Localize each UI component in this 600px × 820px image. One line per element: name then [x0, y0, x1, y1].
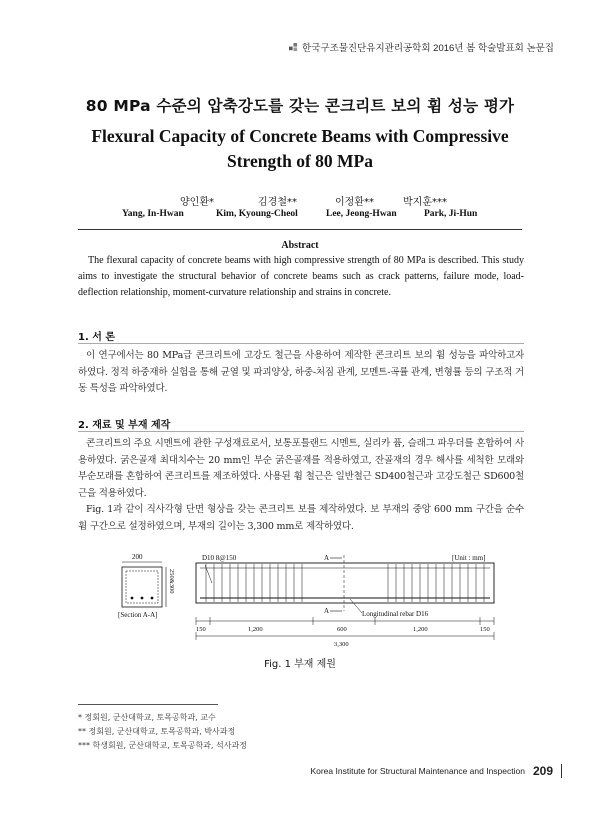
beam-detail-figure: [110, 547, 510, 652]
page-footer: [310, 764, 562, 778]
rebar-label: Longitudinal rebar D16: [362, 610, 429, 618]
section-heading: 2. 재료 및 부재 제작: [78, 420, 171, 431]
divider: [561, 764, 562, 778]
leader-line: [350, 599, 362, 613]
rebar-dot: [151, 597, 154, 600]
dimension-label: 1,200: [413, 626, 428, 633]
section-outline: [122, 567, 162, 607]
dimension-label: 150: [480, 626, 490, 633]
abstract-heading: Abstract: [281, 240, 319, 251]
section-width-label: 200: [132, 553, 143, 561]
rebar-dot: [131, 597, 134, 600]
paragraph: 콘크리트의 주요 시멘트에 관한 구성재료로서, 보통포틀랜드 시멘트, 실리카 퓸, 슬래그 파우더를 혼합하여 사용하였다. 굵은골재 최대치수는 20 mm인 부순 굵은골재를 적용하였고, 잔골재의 경우 해사를 세척한 모래와 부순모래를 혼합하여 콘크리트를 제조하였다. 사용된 휨 철근은 일반철근 SD400철근과 고강도철근 SD600철근을 적용하였다.: [78, 438, 524, 499]
unit-label: [Unit : mm]: [452, 554, 486, 562]
dimension-label: 150: [196, 626, 206, 633]
page-number: 209: [532, 764, 553, 778]
footnote: ** 정회원, 군산대학교, 토목공학과, 박사과정: [78, 727, 236, 736]
footnote: * 정회원, 군산대학교, 토목공학과, 교수: [78, 713, 216, 722]
cut-label-bottom: A: [324, 607, 330, 615]
journal-name: 한국구조물진단유지관리공학회 2016년 봄 학술발표회 논문집: [302, 43, 554, 54]
dimension-label: 1,200: [248, 626, 263, 633]
divider: [78, 229, 522, 230]
beam-outline: [196, 563, 494, 603]
author-name-ko: 박지훈***: [403, 197, 447, 208]
divider: [78, 343, 524, 344]
stirrup-label: D10 8@150: [202, 554, 237, 562]
section-height-label: 250&300: [168, 569, 175, 594]
stirrups: [206, 564, 484, 602]
logo-icon: [289, 43, 298, 52]
footnote: *** 학생회원, 군산대학교, 토목공학과, 석사과정: [78, 741, 247, 750]
footer-institute: Korea Institute for Structural Maintenance and Inspection: [310, 766, 525, 776]
total-length-label: 3,300: [334, 641, 349, 648]
title-english: Flexural Capacity of Concrete Beams with Compressive Strength of 80 MPa: [91, 126, 509, 171]
section-label: [Section A-A]: [118, 611, 158, 619]
section-heading: 1. 서 론: [78, 332, 116, 343]
paragraph: 이 연구에서는 80 MPa급 콘크리트에 고강도 철근을 사용하여 제작한 콘크리트 보의 휨 성능을 파악하고자 하였다. 정적 하중재하 실험을 통해 균열 및 파괴양상, 하중-처짐 관계, 모멘트-곡률 관계, 변형률 등의 구조적 거동 특성을 파악하였다.: [78, 350, 524, 394]
author-name-ko: 김경철**: [258, 197, 297, 208]
figure-caption: Fig. 1 부재 제원: [264, 659, 336, 670]
author-name-ko: 이정환**: [335, 197, 374, 208]
author-name-en: Yang, In-Hwan: [122, 209, 184, 219]
divider: [78, 431, 524, 432]
author-name-en: Kim, Kyoung-Cheol: [216, 209, 298, 219]
footnote-divider: [78, 704, 218, 705]
running-header: [289, 40, 554, 54]
rebar-dot: [141, 597, 144, 600]
dimension-label: 600: [337, 626, 347, 633]
cut-label-top: A: [324, 554, 330, 562]
title-korean: 80 MPa 수준의 압축강도를 갖는 콘크리트 보의 휨 성능 평가: [85, 97, 515, 115]
paragraph: Fig. 1과 같이 직사각형 단면 형상을 갖는 콘크리트 보를 제작하였다. 보 부재의 중앙 600 mm 구간을 순수휨 구간으로 설정하였으며, 부재의 길이는 3,300 mm로 제작하였다.: [78, 504, 524, 532]
author-name-en: Park, Ji-Hun: [424, 209, 478, 219]
abstract-text: The flexural capacity of concrete beams with high compressive strength of 80 MPa is described. This study aims to investigate the structural behavior of concrete beams such as crack patterns, failure mode, load-deflection relationship, moment-curvature relationship and strains in concrete.: [78, 255, 524, 298]
author-name-ko: 양인환*: [180, 197, 214, 208]
author-name-en: Lee, Jeong-Hwan: [326, 209, 397, 219]
